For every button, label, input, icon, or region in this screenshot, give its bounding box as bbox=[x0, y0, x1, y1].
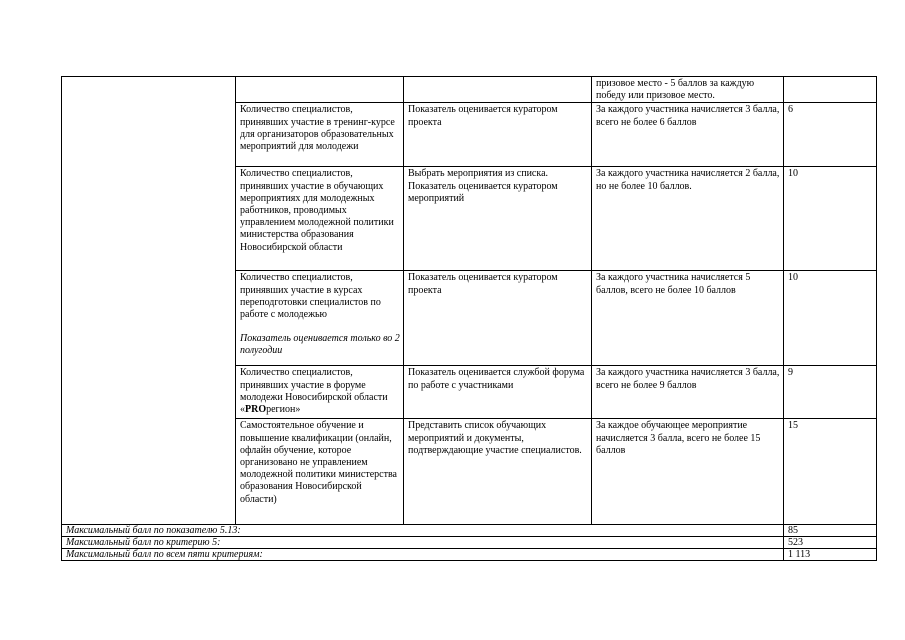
scoring-cell: призовое место - 5 баллов за каждую победу или призовое место. bbox=[592, 77, 784, 103]
indicator-cell bbox=[236, 271, 404, 366]
method-cell: Показатель оценивается куратором проекта bbox=[404, 103, 592, 167]
indicator-note: Показатель оценивается только во 2 полугодии bbox=[240, 333, 400, 357]
method-cell: Показатель оценивается службой форума по работе с участниками bbox=[404, 366, 592, 419]
points-cell: 10 bbox=[784, 271, 877, 366]
points-cell: 9 bbox=[784, 366, 877, 419]
indicator-text: Количество специалистов, принявших участие в курсах переподготовки специалистов по работе с молодежью bbox=[240, 272, 381, 321]
points-cell: 10 bbox=[784, 167, 877, 271]
scoring-cell: За каждого участника начисляется 2 балла, но не более 10 баллов. bbox=[592, 167, 784, 271]
method-cell bbox=[404, 77, 592, 103]
criteria-table bbox=[61, 76, 877, 561]
summary-label: Максимальный балл по всем пяти критериям: bbox=[62, 549, 784, 561]
indicator-text-bold: PRO bbox=[245, 404, 267, 416]
scoring-cell: За каждое обучающее мероприятие начисляется 3 балла, всего не более 15 баллов bbox=[592, 419, 784, 525]
points-cell bbox=[784, 77, 877, 103]
summary-value: 85 bbox=[784, 525, 877, 537]
summary-label: Максимальный балл по показателю 5.13: bbox=[62, 525, 784, 537]
indicator-cell bbox=[236, 366, 404, 419]
indicator-text: Количество специалистов, принявших участие в форуме молодежи Новосибирской области « bbox=[240, 367, 388, 416]
summary-row bbox=[62, 537, 877, 549]
method-cell: Выбрать мероприятия из списка. Показатель оценивается куратором мероприятий bbox=[404, 167, 592, 271]
method-cell: Показатель оценивается куратором проекта bbox=[404, 271, 592, 366]
indicator-cell: Количество специалистов, принявших участие в тренинг-курсе для организаторов образовательных мероприятий для молодежи bbox=[236, 103, 404, 167]
indicator-cell: Самостоятельное обучение и повышение квалификации (онлайн, офлайн обучение, которое организовано не управлением молодежной политики министерства образования Новосибирской области) bbox=[236, 419, 404, 525]
points-cell: 6 bbox=[784, 103, 877, 167]
table-row bbox=[62, 77, 877, 103]
scoring-cell: За каждого участника начисляется 3 балла, всего не более 9 баллов bbox=[592, 366, 784, 419]
summary-row bbox=[62, 549, 877, 561]
points-cell: 15 bbox=[784, 419, 877, 525]
scoring-cell: За каждого участника начисляется 3 балла, всего не более 6 баллов bbox=[592, 103, 784, 167]
indicator-cell: Количество специалистов, принявших участие в обучающих мероприятиях для молодежных работников, проводимых управлением молодежной политики министерства образования Новосибирской области bbox=[236, 167, 404, 271]
method-cell: Представить список обучающих мероприятий и документы, подтверждающие участие специалистов. bbox=[404, 419, 592, 525]
indicator-cell bbox=[236, 77, 404, 103]
summary-value: 523 bbox=[784, 537, 877, 549]
criterion-group-cell bbox=[62, 77, 236, 525]
summary-label: Максимальный балл по критерию 5: bbox=[62, 537, 784, 549]
summary-value: 1 113 bbox=[784, 549, 877, 561]
indicator-text-end: регион» bbox=[266, 404, 301, 416]
summary-row bbox=[62, 525, 877, 537]
scoring-cell: За каждого участника начисляется 5 баллов, всего не более 10 баллов bbox=[592, 271, 784, 366]
